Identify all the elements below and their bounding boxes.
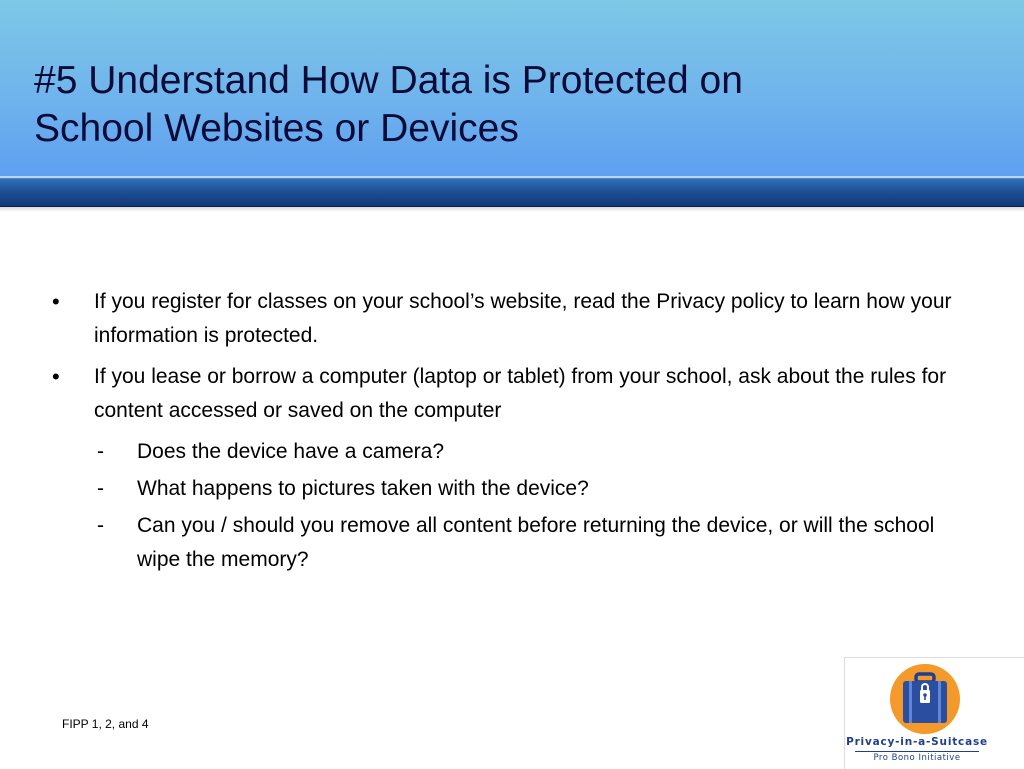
bullet-text: If you register for classes on your school’s website, read the Privacy policy to learn how your information is protected. (94, 290, 952, 347)
bullet-item-borrow-device (0, 360, 974, 428)
sub-item-marker: - (97, 477, 104, 500)
sub-item-marker: - (97, 514, 104, 537)
sub-item-text: Does the device have a camera? (137, 440, 445, 463)
slide-header (0, 0, 1024, 178)
logo-subtitle: Pro Bono Initiative (873, 753, 961, 763)
header-shadow (0, 206, 1024, 212)
slide-title (34, 57, 994, 153)
footnote: FIPP 1, 2, and 4 (62, 717, 149, 731)
slide-body (0, 285, 1024, 580)
sub-item-text: What happens to pictures taken with the device? (137, 477, 589, 500)
sub-item-text: Can you / should you remove all content before returning the device, or will the school wipe the memory? (137, 514, 935, 571)
logo-divider (855, 751, 979, 752)
logo-name: Privacy-in-a-Suitcase (846, 736, 988, 748)
bullet-marker: • (52, 364, 60, 389)
suitcase-lock-icon (889, 663, 961, 735)
sub-item-remove-content (0, 509, 957, 577)
bullet-marker: • (52, 289, 60, 314)
header-divider-bar (0, 178, 1024, 207)
slide-title-line-1: #5 Understand How Data is Protected on (34, 59, 743, 102)
bullet-text: If you lease or borrow a computer (laptop or tablet) from your school, ask about the rules for content accessed or saved on the computer (94, 365, 947, 422)
sub-item-marker: - (97, 440, 104, 463)
bullet-item-register (0, 285, 974, 353)
slide-title-line-2: School Websites or Devices (34, 107, 519, 150)
sub-item-camera (0, 435, 957, 469)
privacy-in-a-suitcase-logo (844, 657, 1024, 769)
sub-item-pictures (0, 472, 957, 506)
